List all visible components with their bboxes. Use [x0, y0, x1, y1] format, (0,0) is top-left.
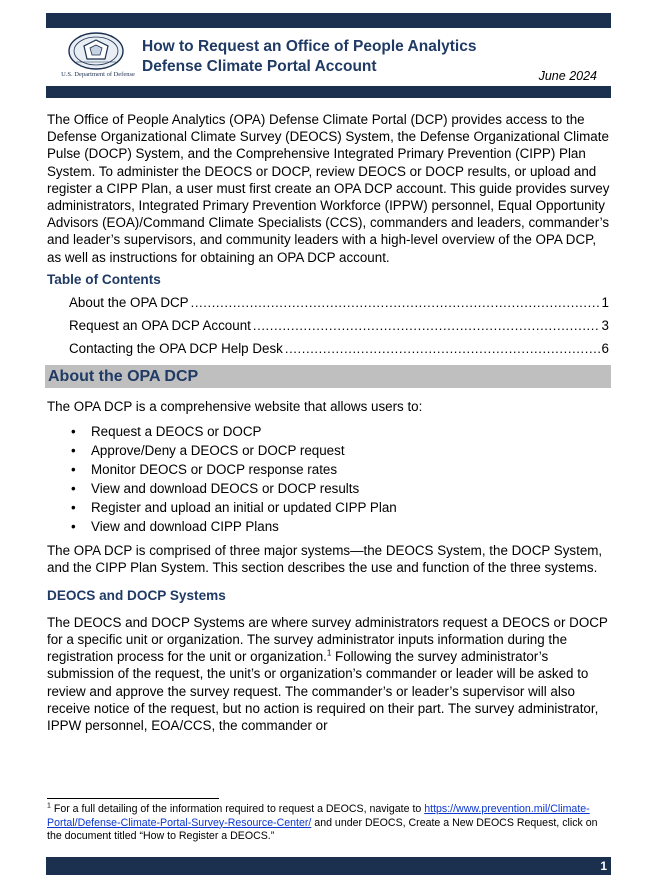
footnote-separator [47, 798, 219, 799]
footnote-text-after: and under DEOCS, Create a New DEOCS Request, click on the document titled “How to Register a DEOCS.” [47, 816, 598, 842]
systems-summary-paragraph: The OPA DCP is comprised of three major systems—the DEOCS System, the DOCP System, and the CIPP Plan System. This section describes the use and function of the three systems. [47, 543, 603, 576]
deocs-docp-text-part-1: The DEOCS and DOCP Systems are where survey administrators request a DEOCS or DOCP for a specific unit or organization. The survey administrator inputs information during the registration process for the unit or organization. [47, 614, 608, 665]
list-item: • Approve/Deny a DEOCS or DOCP request [71, 441, 611, 460]
list-item: • Request a DEOCS or DOCP [71, 422, 611, 441]
intro-paragraph: The Office of People Analytics (OPA) Defense Climate Portal (DCP) provides access to the Defense Organizational Climate Survey (DEOCS) System, the Defense Organizational Climate Pulse (DOCP) System, and the Comprehensive Integrated Primary Prevention (CIPP) Plan System. To administer the DEOCS or DOCP, review DEOCS or DOCP results, or upload and register a CIPP Plan, a user must first create an OPA DCP account. This guide provides survey administrators, Integrated Primary Prevention Workforce (IPPW) personnel, Equal Opportunity Advisors (EOA)/Command Climate Specialists (CCS), commanders and leaders, commander’s and leader’s supervisors, and community leaders with a high-level overview of the OPA DCP, as well as instructions for obtaining an OPA DCP account. [47, 112, 610, 265]
toc-entry-about[interactable] [69, 294, 611, 317]
footnote [47, 803, 607, 844]
toc-entry-request-account[interactable] [69, 317, 611, 340]
section-heading-about: About the OPA DCP [45, 365, 611, 388]
toc-entry-title[interactable]: Request an OPA DCP Account [69, 318, 251, 334]
toc-leader-dots [191, 294, 600, 311]
document-header [46, 28, 611, 86]
list-item: • View and download CIPP Plans [71, 517, 611, 536]
deocs-docp-text-part-2: Following the survey administrator’s submission of the request, the unit’s or organization’s commander or leader will be asked to review and approve the survey request. The commander’s or leader’s supervisor will also receive notice of the request, but no action is required on their part. The survey administrator, IPPW personnel, EOA/CCS, the commander or [47, 649, 599, 734]
seal-caption: U.S. Department of Defense [61, 71, 135, 78]
footnote-reference[interactable]: 1 [326, 648, 332, 658]
header-top-bar [46, 13, 611, 28]
deocs-docp-paragraph [47, 614, 611, 734]
list-item: • View and download DEOCS or DOCP results [71, 479, 611, 498]
list-item: • Register and upload an initial or updated CIPP Plan [71, 498, 611, 517]
toc-heading: Table of Contents [47, 271, 161, 287]
list-item: • Monitor DEOCS or DOCP response rates [71, 460, 611, 479]
toc-entry-page: 3 [601, 318, 609, 334]
dod-seal-logo [68, 32, 124, 70]
toc-leader-dots [285, 340, 600, 357]
subheading-deocs-docp: DEOCS and DOCP Systems [47, 587, 226, 603]
document-body [47, 111, 611, 734]
document-title [142, 37, 542, 77]
footnote-text-before: For a full detailing of the information required to request a DEOCS, navigate to [50, 803, 425, 815]
section-lead-paragraph: The OPA DCP is a comprehensive website that allows users to: [47, 399, 423, 415]
capabilities-list [47, 422, 611, 536]
resource-center-link[interactable]: https://www.prevention.mil/Climate-Portal/Defense-Climate-Portal-Survey-Resource-Center/ [47, 803, 590, 829]
toc-entry-title[interactable]: About the OPA DCP [69, 295, 189, 311]
toc-leader-dots [253, 317, 600, 334]
footer-bar [46, 857, 611, 875]
page-number: 1 [600, 859, 607, 873]
toc-entry-title[interactable]: Contacting the OPA DCP Help Desk [69, 341, 283, 357]
document-date: June 2024 [538, 69, 597, 83]
footnote-mark: 1 [47, 802, 51, 810]
toc-entry-help-desk[interactable] [69, 340, 611, 363]
toc-entry-page: 1 [601, 295, 609, 311]
document-title-line-1: How to Request an Office of People Analytics [142, 38, 477, 55]
document-title-line-2: Defense Climate Portal Account [142, 58, 377, 75]
table-of-contents [47, 294, 611, 363]
toc-entry-page: 6 [601, 341, 609, 357]
header-bottom-bar [46, 86, 611, 98]
